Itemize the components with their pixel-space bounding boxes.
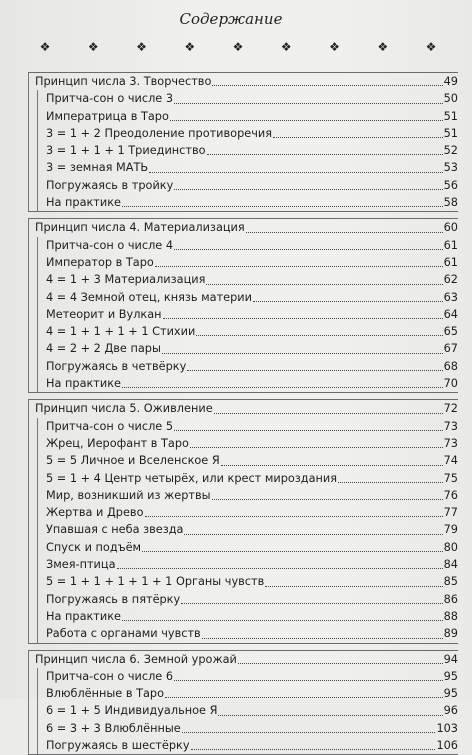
entry-title: Змея-птица	[46, 556, 116, 573]
entry-title: 5 = 1 + 1 + 1 + 1 + 1 Органы чувств	[46, 573, 264, 590]
table-of-contents	[0, 72, 472, 755]
entry-title: Притча-сон о числе 6	[46, 668, 173, 685]
toc-entry[interactable]	[38, 194, 458, 211]
toc-entry[interactable]	[38, 737, 458, 754]
entry-page-number: 65	[444, 323, 458, 340]
toc-section	[28, 399, 458, 643]
chapter-title: Принцип числа 3. Творчество	[35, 73, 211, 90]
entry-page-number: 95	[444, 668, 458, 685]
toc-entry[interactable]	[38, 625, 458, 642]
ornament-diamond-icon: ❖	[135, 40, 149, 54]
entry-page-number: 80	[444, 539, 458, 556]
dot-leader	[187, 359, 442, 371]
toc-entry[interactable]	[38, 487, 458, 504]
ornament-diamond-icon: ❖	[328, 40, 342, 54]
toc-entry[interactable]	[38, 306, 458, 323]
entry-page-number: 63	[444, 289, 458, 306]
entry-title: Жрец, Иерофант в Таро	[46, 435, 189, 452]
dot-leader	[265, 575, 442, 587]
toc-entry[interactable]	[38, 340, 458, 357]
entry-title: 6 = 3 + 3 Влюблённые	[46, 720, 181, 737]
toc-entry[interactable]	[38, 556, 458, 573]
ornament-diamond-icon: ❖	[38, 40, 52, 54]
toc-entry[interactable]	[38, 125, 458, 142]
toc-section	[28, 72, 458, 212]
toc-entry[interactable]	[38, 573, 458, 590]
dot-leader	[214, 402, 443, 414]
toc-section	[28, 218, 458, 393]
entry-title: Притча-сон о числе 5	[46, 418, 173, 435]
dot-leader	[181, 592, 442, 604]
toc-entry[interactable]	[38, 418, 458, 435]
entry-page-number: 68	[444, 358, 458, 375]
dot-leader	[122, 195, 443, 207]
entry-title: 3 = 1 + 2 Преодоление противоречия	[46, 125, 272, 142]
page-header	[0, 4, 472, 34]
entry-title: Погружаясь в тройку	[46, 177, 173, 194]
toc-entry[interactable]	[38, 108, 458, 125]
dot-leader	[196, 324, 442, 336]
dot-leader	[191, 738, 436, 750]
entry-title: Упавшая с неба звезда	[46, 521, 183, 538]
entry-title: 4 = 1 + 3 Материализация	[46, 271, 205, 288]
toc-entry[interactable]	[38, 358, 458, 375]
entry-page-number: 53	[444, 159, 458, 176]
ornament-diamond-icon: ❖	[231, 40, 245, 54]
entry-title: Мир, возникший из жертвы	[46, 487, 211, 504]
entry-page-number: 79	[444, 521, 458, 538]
entry-page-number: 89	[444, 625, 458, 642]
entry-title: Императрица в Таро	[46, 108, 169, 125]
entry-title: На практике	[46, 608, 121, 625]
entry-title: Погружаясь в четвёрку	[46, 358, 186, 375]
entry-title: На практике	[46, 194, 121, 211]
entry-title: Притча-сон о числе 4	[46, 237, 173, 254]
dot-leader	[145, 505, 443, 517]
toc-entry[interactable]	[38, 142, 458, 159]
chapter-page-number: 94	[444, 651, 458, 668]
toc-chapter-entry[interactable]	[29, 73, 458, 90]
dot-leader	[174, 238, 443, 250]
toc-section	[28, 650, 458, 755]
entry-page-number: 73	[444, 418, 458, 435]
chapter-page-number: 72	[444, 400, 458, 417]
entry-title: На практике	[46, 375, 121, 392]
toc-entry[interactable]	[38, 591, 458, 608]
entry-page-number: 96	[444, 702, 458, 719]
ornament-row	[38, 40, 438, 56]
dot-leader	[182, 721, 436, 733]
entry-page-number: 75	[444, 470, 458, 487]
toc-entry[interactable]	[38, 504, 458, 521]
entry-page-number: 95	[444, 685, 458, 702]
entry-page-number: 106	[436, 737, 458, 754]
entry-page-number: 70	[444, 375, 458, 392]
dot-leader	[122, 376, 443, 388]
dot-leader	[163, 307, 443, 319]
entry-title: Спуск и подъём	[46, 539, 141, 556]
toc-entry[interactable]	[38, 159, 458, 176]
entry-page-number: 61	[444, 237, 458, 254]
entry-page-number: 67	[444, 340, 458, 357]
dot-leader	[273, 126, 443, 138]
dot-leader	[190, 436, 443, 448]
entry-title: Метеорит и Вулкан	[46, 306, 162, 323]
entry-page-number: 77	[444, 504, 458, 521]
dot-leader	[207, 143, 443, 155]
dot-leader	[155, 255, 443, 267]
entry-title: 3 = 1 + 1 + 1 Триединство	[46, 142, 206, 159]
toc-entry[interactable]	[38, 452, 458, 469]
ornament-diamond-icon: ❖	[86, 40, 100, 54]
toc-subsection-list	[37, 90, 458, 211]
entry-title: Работа с органами чувств	[46, 625, 201, 642]
entry-title: 4 = 1 + 1 + 1 + 1 Стихии	[46, 323, 195, 340]
entry-page-number: 56	[444, 177, 458, 194]
dot-leader	[184, 523, 442, 535]
dot-leader	[221, 454, 443, 466]
dot-leader	[117, 557, 443, 569]
entry-page-number: 62	[444, 271, 458, 288]
entry-title: Жертва и Древо	[46, 504, 144, 521]
ornament-diamond-icon: ❖	[376, 40, 390, 54]
entry-title: Притча-сон о числе 3	[46, 90, 173, 107]
entry-page-number: 86	[444, 591, 458, 608]
toc-entry[interactable]	[38, 702, 458, 719]
entry-title: 5 = 5 Личное и Вселенское Я	[46, 452, 220, 469]
toc-entry[interactable]	[38, 177, 458, 194]
ornament-diamond-icon: ❖	[424, 40, 438, 54]
entry-page-number: 58	[444, 194, 458, 211]
entry-title: 6 = 1 + 5 Индивидуальное Я	[46, 702, 217, 719]
entry-page-number: 61	[444, 254, 458, 271]
dot-leader	[174, 419, 443, 431]
toc-entry[interactable]	[38, 521, 458, 538]
entry-title: Влюблённые в Таро	[46, 685, 164, 702]
entry-page-number: 74	[444, 452, 458, 469]
dot-leader	[149, 161, 442, 173]
toc-subsection-list	[37, 668, 458, 754]
entry-page-number: 64	[444, 306, 458, 323]
dot-leader	[174, 669, 443, 681]
entry-title: Погружаясь в пятёрку	[46, 591, 180, 608]
entry-page-number: 52	[444, 142, 458, 159]
dot-leader	[174, 92, 443, 104]
dot-leader	[212, 488, 443, 500]
entry-title: Погружаясь в шестёрку	[46, 737, 190, 754]
entry-page-number: 76	[444, 487, 458, 504]
entry-title: 5 = 1 + 4 Центр четырёх, или крест мироздания	[46, 470, 337, 487]
chapter-page-number: 49	[444, 73, 458, 90]
dot-leader	[142, 540, 443, 552]
dot-leader	[174, 178, 442, 190]
dot-leader	[202, 627, 443, 639]
toc-entry[interactable]	[38, 435, 458, 452]
entry-page-number: 73	[444, 435, 458, 452]
entry-page-number: 84	[444, 556, 458, 573]
chapter-title: Принцип числа 6. Земной урожай	[35, 651, 237, 668]
page-title: Содержание	[180, 4, 283, 34]
entry-page-number: 51	[444, 125, 458, 142]
toc-subsection-list	[37, 237, 458, 393]
toc-entry[interactable]	[38, 720, 458, 737]
toc-entry[interactable]	[38, 237, 458, 254]
dot-leader	[206, 273, 442, 285]
toc-chapter-entry[interactable]	[29, 651, 458, 668]
chapter-title: Принцип числа 4. Материализация	[35, 219, 245, 236]
toc-subsection-list	[37, 418, 458, 643]
dot-leader	[165, 686, 443, 698]
dot-leader	[212, 74, 442, 86]
toc-entry[interactable]	[38, 608, 458, 625]
toc-entry[interactable]	[38, 539, 458, 556]
entry-title: 3 = земная МАТЬ	[46, 159, 148, 176]
entry-page-number: 103	[436, 720, 458, 737]
toc-entry[interactable]	[38, 254, 458, 271]
toc-entry[interactable]	[38, 271, 458, 288]
chapter-title: Принцип числа 5. Оживление	[35, 400, 213, 417]
dot-leader	[122, 609, 443, 621]
dot-leader	[238, 652, 443, 664]
entry-title: 4 = 2 + 2 Две пары	[46, 340, 161, 357]
dot-leader	[162, 342, 443, 354]
chapter-page-number: 60	[444, 219, 458, 236]
toc-entry[interactable]	[38, 470, 458, 487]
dot-leader	[246, 221, 443, 233]
toc-chapter-entry[interactable]	[29, 400, 458, 417]
dot-leader	[218, 704, 442, 716]
entry-page-number: 50	[444, 90, 458, 107]
entry-page-number: 88	[444, 608, 458, 625]
ornament-diamond-icon: ❖	[183, 40, 197, 54]
dot-leader	[253, 290, 443, 302]
toc-entry[interactable]	[38, 289, 458, 306]
toc-entry[interactable]	[38, 90, 458, 107]
entry-title: 4 = 4 Земной отец, князь материи	[46, 289, 252, 306]
dot-leader	[170, 109, 443, 121]
toc-entry[interactable]	[38, 668, 458, 685]
dot-leader	[338, 471, 443, 483]
entry-page-number: 85	[444, 573, 458, 590]
entry-title: Император в Таро	[46, 254, 154, 271]
toc-entry[interactable]	[38, 685, 458, 702]
toc-entry[interactable]	[38, 323, 458, 340]
ornament-diamond-icon: ❖	[279, 40, 293, 54]
toc-entry[interactable]	[38, 375, 458, 392]
entry-page-number: 51	[444, 108, 458, 125]
toc-chapter-entry[interactable]	[29, 219, 458, 236]
